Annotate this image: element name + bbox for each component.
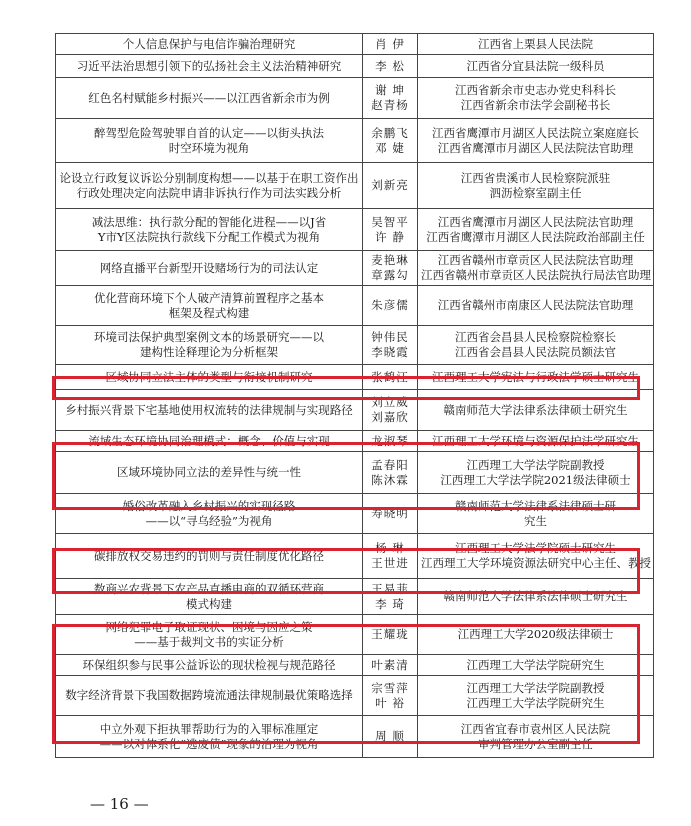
author-names-line: 张鹤汪 (371, 369, 409, 384)
table-row (56, 251, 654, 286)
author-affiliation-line: 江西理工大学法学院副教授 (466, 457, 605, 472)
author-affiliation (418, 209, 654, 251)
paper-title (56, 615, 363, 655)
author-affiliation-line: 江西理工大学法学院硕士研究生 (455, 541, 616, 555)
author-names (363, 326, 418, 365)
author-names-line: 叶素清 (371, 657, 409, 672)
author-affiliation (418, 452, 654, 494)
paper-title-line: 区域协同立法主体的类型与衔接机制研究 (105, 369, 313, 384)
author-affiliation (418, 431, 654, 452)
paper-title (56, 390, 363, 431)
author-names-line: 赵青杨 (371, 98, 409, 112)
table-row (56, 365, 654, 390)
paper-title-line: 个人信息保护与电信诈骗治理研究 (122, 36, 296, 51)
author-affiliation-line: 江西理工大学环境资源法研究中心主任、教授 (421, 556, 651, 570)
author-affiliation-line: 究生 (524, 513, 547, 528)
paper-title (56, 579, 363, 615)
author-names-line: 李 松 (375, 58, 405, 73)
table-row (56, 431, 654, 452)
author-names-line: 邓 婕 (375, 140, 405, 155)
paper-title-line: 中立外观下拒执罪帮助行为的入罪标准厘定 (99, 721, 319, 736)
author-names (363, 494, 418, 534)
author-names-line: 余鹏飞 (371, 125, 409, 140)
author-names-line: 刘嘉欣 (371, 410, 409, 424)
author-affiliation (418, 119, 654, 163)
author-affiliation-line: 江西省宜春市袁州区人民法院 (460, 721, 611, 736)
author-affiliation (418, 655, 654, 676)
paper-title (56, 78, 363, 119)
author-affiliation (418, 716, 654, 758)
author-affiliation-line: 江西理工大学环境与资源保护法学研究生 (432, 433, 639, 448)
paper-title (56, 163, 363, 209)
paper-title-line: 区域环境协同立法的差异性与统一性 (117, 465, 301, 479)
author-names-line: 孟春阳 (371, 457, 409, 472)
table-row (56, 78, 654, 119)
author-names-line: 朱彦儒 (371, 298, 409, 312)
author-names (363, 365, 418, 390)
paper-title-line: 模式构建 (186, 596, 232, 611)
author-affiliation (418, 163, 654, 209)
paper-title (56, 494, 363, 534)
table-row (56, 390, 654, 431)
paper-title-line: ——以对体系化“逃废债”现象的治理为视角 (99, 736, 319, 751)
author-affiliation-line: 江西省贵溪市人民检察院派驻 (460, 170, 611, 185)
author-affiliation-line: 江西理工大学法学院研究生 (466, 657, 605, 672)
table-row (56, 119, 654, 163)
paper-title-line: 时空环境为视角 (168, 140, 250, 155)
author-affiliation-line: 江西省赣州市章贡区人民法院法官助理 (437, 253, 634, 267)
paper-title-line: ——基于裁判文书的实证分析 (134, 634, 284, 649)
author-affiliation-line: 江西省鹰潭市月湖区人民法院法官助理 (437, 140, 634, 155)
paper-title (56, 286, 363, 326)
author-names-line: 杨 琳 (375, 541, 405, 555)
author-names-line: 王耀珑 (371, 627, 409, 641)
author-names (363, 615, 418, 655)
table-row (56, 452, 654, 494)
author-names-line: 刘新亮 (371, 178, 409, 192)
author-affiliation-line: 江西省上栗县人民法院 (478, 36, 593, 51)
author-names-line: 肖 伊 (375, 36, 405, 51)
paper-title-line: 论设立行政复议诉讼分别制度构想——以基于在职工资作出 (59, 170, 359, 185)
author-names-line: 陈沐霖 (371, 472, 409, 487)
author-names-line: 钟伟民 (371, 330, 409, 344)
paper-title-line: 行政处理决定向法院申请非诉执行作为司法实践分析 (76, 185, 342, 200)
author-affiliation (418, 78, 654, 119)
author-affiliation-line: 江西省鹰潭市月湖区人民法院政治部副主任 (426, 229, 645, 244)
paper-title (56, 55, 363, 78)
author-names-line: 李晓霞 (371, 345, 409, 359)
author-affiliation-line: 江西省新余市法学会副秘书长 (460, 98, 611, 112)
table-row (56, 716, 654, 758)
author-names (363, 286, 418, 326)
author-affiliation (418, 251, 654, 286)
author-affiliation-line: 江西理工大学宪法与行政法学硕士研究生 (432, 369, 639, 384)
author-affiliation (418, 365, 654, 390)
author-affiliation (418, 390, 654, 431)
paper-title (56, 119, 363, 163)
author-names-line: 周 顺 (375, 729, 405, 743)
paper-title-line: 减法思维：执行款分配的智能化进程——以J省 (91, 214, 327, 229)
author-affiliation-line: 江西理工大学法学院2021级法律硕士 (440, 472, 631, 487)
author-affiliation-line: 江西省鹰潭市月湖区人民法院法官助理 (437, 214, 634, 229)
award-list (55, 33, 651, 758)
paper-title-line: 网络犯罪电子取证现状、困境与因应之策 (105, 619, 313, 634)
paper-title-line: 框架及程式构建 (168, 305, 250, 320)
author-affiliation-line: 泗沥检察室副主任 (489, 185, 582, 200)
author-affiliation-line: 江西理工大学法学院研究生 (466, 695, 605, 710)
page-number: — 16 — (90, 795, 149, 813)
table-row (56, 209, 654, 251)
author-affiliation-line: 江西省鹰潭市月湖区人民法院立案庭庭长 (432, 125, 639, 140)
paper-title-line: Y市Y区法院执行款线下分配工作模式为视角 (97, 229, 321, 244)
author-affiliation (418, 534, 654, 579)
paper-title (56, 452, 363, 494)
author-names-line: 宗雪萍 (371, 680, 409, 695)
paper-title (56, 209, 363, 251)
author-names (363, 34, 418, 55)
paper-title-line: 网络直播平台新型开设赌场行为的司法认定 (99, 260, 319, 275)
paper-title-line: 醉驾型危险驾驶罪自首的认定——以街头执法 (94, 125, 324, 140)
table-row (56, 55, 654, 78)
author-names (363, 452, 418, 494)
table-row (56, 34, 654, 55)
paper-title (56, 655, 363, 676)
author-names (363, 209, 418, 251)
author-affiliation (418, 615, 654, 655)
author-affiliation-line: 江西省赣州市南康区人民法院法官助理 (437, 298, 634, 312)
author-names (363, 390, 418, 431)
table-row (56, 326, 654, 365)
author-names-line: 王世进 (371, 556, 409, 570)
author-names (363, 251, 418, 286)
table-row (56, 655, 654, 676)
paper-title-line: 优化营商环境下个人破产清算前置程序之基本 (94, 290, 324, 305)
author-names (363, 431, 418, 452)
paper-title (56, 365, 363, 390)
author-names-line: 龙淑琴 (371, 433, 409, 448)
paper-title (56, 534, 363, 579)
author-affiliation-line: 赣南师范大学法律系法律硕士研究生 (443, 589, 628, 603)
author-names (363, 534, 418, 579)
author-names-line: 寿晓明 (371, 506, 409, 520)
paper-title-line: ——以“寻乌经验”为视角 (145, 513, 273, 528)
author-affiliation-line: 赣南师范大学法律系法律硕士研 (455, 498, 616, 513)
paper-title (56, 34, 363, 55)
author-names (363, 55, 418, 78)
paper-title-line: 习近平法治思想引领下的弘扬社会主义法治精神研究 (76, 58, 342, 73)
paper-title (56, 716, 363, 758)
author-names (363, 716, 418, 758)
paper-title-line: 流域生态环境协同治理模式：概念、价值与实现 (88, 433, 330, 448)
author-names-line: 麦艳琳 (371, 253, 409, 267)
author-names-line: 许 静 (375, 229, 405, 244)
paper-title (56, 676, 363, 716)
author-affiliation-line: 江西省新余市史志办党史科科长 (455, 83, 616, 97)
author-names (363, 579, 418, 615)
author-names-line: 吴智平 (371, 214, 409, 229)
table-row (56, 579, 654, 615)
author-affiliation-line: 江西省会昌县人民检察院检察长 (455, 330, 616, 344)
author-names-line: 李 琦 (375, 596, 405, 611)
table-row (56, 163, 654, 209)
paper-title (56, 251, 363, 286)
table-row (56, 676, 654, 716)
author-names (363, 676, 418, 716)
author-names-line: 王易菲 (371, 581, 409, 596)
author-affiliation (418, 34, 654, 55)
author-affiliation (418, 326, 654, 365)
table-row (56, 286, 654, 326)
paper-title-line: 红色名村赋能乡村振兴——以江西省新余市为例 (88, 90, 330, 105)
author-affiliation (418, 286, 654, 326)
paper-title-line: 乡村振兴背景下宅基地使用权流转的法律规制与实现路径 (65, 402, 353, 417)
paper-title (56, 431, 363, 452)
author-affiliation-line: 江西理工大学2020级法律硕士 (457, 627, 614, 641)
paper-title-line: 环保组织参与民事公益诉讼的现状检视与规范路径 (82, 657, 336, 672)
author-names (363, 163, 418, 209)
author-names (363, 78, 418, 119)
paper-title-line: 数字经济背景下我国数据跨境流通法律规制最优策略选择 (65, 688, 353, 702)
author-names (363, 655, 418, 676)
author-affiliation (418, 494, 654, 534)
author-affiliation-line: 江西省赣州市章贡区人民法院执行局法官助理 (421, 268, 651, 282)
author-names (363, 119, 418, 163)
paper-title-line: 数商兴农背景下农产品直播电商的双循环营商 (94, 581, 324, 596)
author-names-line: 章露勾 (371, 268, 409, 282)
author-names-line: 叶 裕 (375, 695, 405, 710)
paper-title-line: 环境司法保护典型案例文本的场景研究——以 (94, 330, 324, 344)
author-names-line: 谢 坤 (375, 83, 405, 97)
author-affiliation-line: 江西理工大学法学院副教授 (466, 680, 605, 695)
table-row (56, 494, 654, 534)
author-affiliation-line: 江西省会昌县人民法院员额法官 (455, 345, 616, 359)
paper-title-line: 建构性诠释理论为分析框架 (140, 345, 278, 359)
table-row (56, 534, 654, 579)
paper-title-line: 碳排放权交易违约的罚则与责任制度优化路径 (94, 548, 324, 563)
author-affiliation (418, 55, 654, 78)
table-row (56, 615, 654, 655)
author-affiliation-line: 赣南师范大学法律系法律硕士研究生 (443, 402, 628, 417)
author-affiliation-line: 江西省分宜县法院一级科员 (466, 58, 605, 73)
author-names-line: 刘立威 (371, 395, 409, 409)
author-affiliation (418, 676, 654, 716)
author-affiliation (418, 579, 654, 615)
paper-title-line: 婚俗改革融入乡村振兴的实现径路 (122, 498, 296, 513)
author-affiliation-line: 审判管理办公室副主任 (478, 736, 593, 751)
paper-title (56, 326, 363, 365)
award-table (55, 33, 654, 758)
